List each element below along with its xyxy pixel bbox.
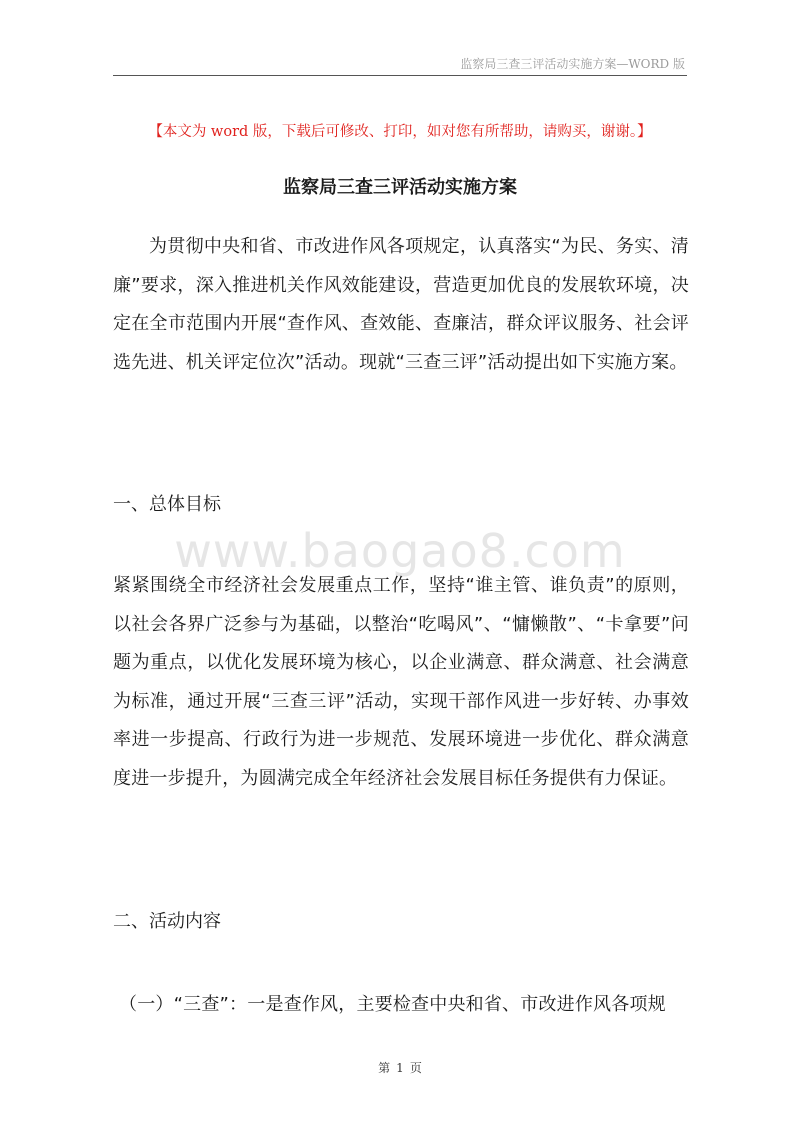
section-2-item-1: （一）“三查”：一是查作风，主要检查中央和省、市改进作风各项规: [119, 994, 666, 1015]
header-divider: [113, 75, 687, 76]
document-title: 监察局三查三评活动实施方案: [283, 177, 517, 198]
watermark: www.baogao8.com: [174, 524, 626, 578]
page-number: [0, 1059, 800, 1076]
purchase-notice: 【本文为 word 版，下载后可修改、打印，如对您有所帮助，请购买，谢谢。】: [148, 124, 652, 140]
page-number-value: 1: [396, 1061, 404, 1075]
page-prefix: 第: [378, 1061, 391, 1075]
section-2-heading: 二、活动内容: [113, 911, 221, 932]
section-1-heading: 一、总体目标: [113, 494, 221, 515]
page-suffix: 页: [409, 1061, 422, 1075]
intro-paragraph: 为贯彻中央和省、市改进作风各项规定，认真落实“为民、务实、清廉”要求，深入推进机关作风效能建设，营造更加优良的发展软环境，决定在全市范围内开展“查作风、查效能、查廉洁，群众评议服务、社会评选先进、机关评定位次”活动。现就“三查三评”活动提出如下实施方案。: [113, 236, 689, 373]
section-1-body: 紧紧围绕全市经济社会发展重点工作，坚持“谁主管、谁负责”的原则，以社会各界广泛参与为基础，以整治“吃喝风”、“慵懒散”、“卡拿要”问题为重点，以优化发展环境为核心，以企业满意、群众满意、社会满意为标准，通过开展“三查三评”活动，实现干部作风进一步好转、办事效率进一步提高、行政行为进一步规范、发展环境进一步优化、群众满意度进一步提升，为圆满完成全年经济社会发展目标任务提供有力保证。: [113, 575, 689, 789]
running-header: 监察局三查三评活动实施方案—WORD 版: [460, 57, 685, 71]
